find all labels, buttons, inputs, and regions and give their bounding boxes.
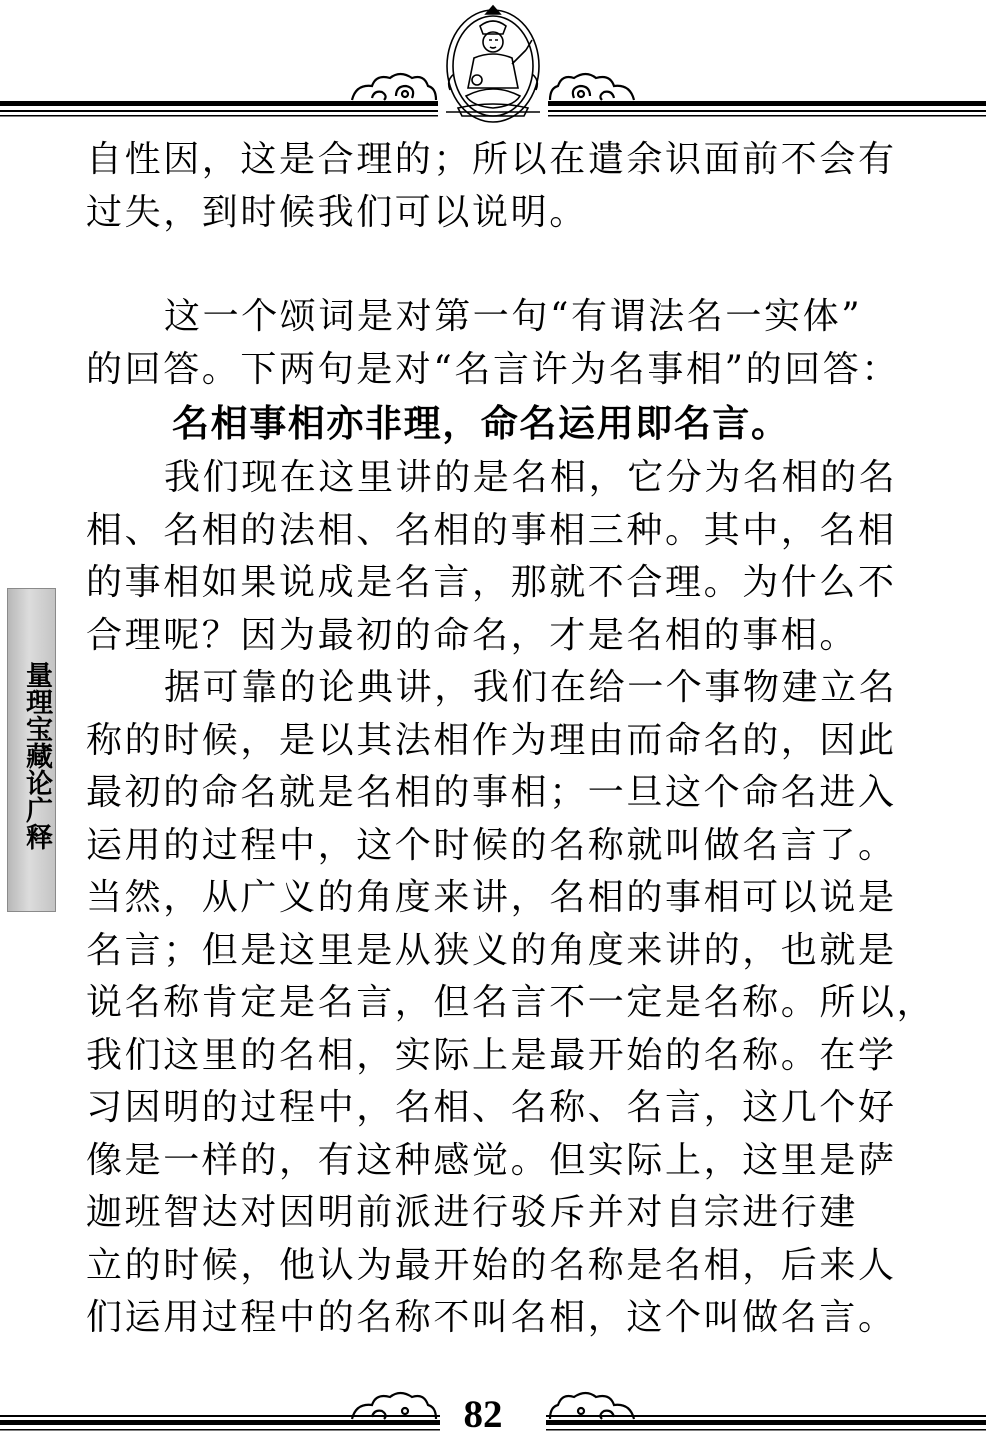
cloud-ornament-left-icon	[352, 74, 436, 100]
text-line: 我们现在这里讲的是名相，它分为名相的名	[164, 457, 898, 498]
text-line: 据可靠的论典讲，我们在给一个事物建立名	[164, 667, 898, 708]
footer-rule-left	[0, 1415, 440, 1431]
footer-rule-right	[546, 1415, 986, 1431]
verse-line: 名相事相亦非理，命名运用即名言。	[172, 402, 790, 445]
header-rule-right	[546, 101, 986, 117]
text-line: 当然，从广义的角度来讲，名相的事相可以说是	[86, 877, 897, 918]
text-line: 相、名相的法相、名相的事相三种。其中，名相	[86, 509, 897, 551]
paragraph-gap	[86, 239, 886, 291]
page-number: 82	[463, 1393, 503, 1436]
text-line: 像是一样的，有这种感觉。但实际上，这里是萨	[86, 1139, 897, 1181]
cloud-ornament-right-icon	[550, 74, 634, 100]
text-line: 最初的命名就是名相的事相；一旦这个命名进入	[86, 772, 897, 813]
text-line: 们运用过程中的名称不叫名相，这个叫做名言。	[86, 1297, 897, 1338]
side-tab-title: 量理宝藏论广释	[21, 660, 52, 850]
text-line: 称的时候，是以其法相作为理由而命名的，因此	[86, 719, 897, 761]
text-line: 习因明的过程中，名相、名称、名言，这几个好	[86, 1087, 897, 1128]
header-ornament-band	[0, 0, 986, 125]
text-line: 说名称肯定是名言，但名言不一定是名称。所以，	[86, 982, 936, 1023]
text-line: 过失，到时候我们可以说明。	[86, 191, 588, 233]
text-line: 名言；但是这里是从狭义的角度来讲的，也就是	[86, 929, 897, 971]
side-tab	[7, 588, 56, 912]
text-line: 我们这里的名相，实际上是最开始的名称。在学	[86, 1034, 897, 1076]
text-line: 的回答。下两句是对“名言许为名事相”的回答：	[86, 348, 901, 390]
header-rule-left	[0, 101, 440, 117]
text-line: 的事相如果说成是名言，那就不合理。为什么不	[86, 562, 897, 603]
page-body	[86, 134, 936, 1345]
text-line: 立的时候，他认为最开始的名称是名相，后来人	[86, 1244, 897, 1286]
text-line: 运用的过程中，这个时候的名称就叫做名言了。	[86, 824, 897, 866]
deity-figure-icon	[438, 6, 548, 122]
text-line: 合理呢？因为最初的命名，才是名相的事相。	[86, 614, 859, 656]
text-line: 自性因，这是合理的；所以在遣余识面前不会有	[86, 139, 897, 180]
text-line: 这一个颂词是对第一句“有谓法名一实体”	[164, 296, 863, 337]
text-line: 迦班智达对因明前派进行驳斥并对自宗进行建	[86, 1192, 859, 1233]
